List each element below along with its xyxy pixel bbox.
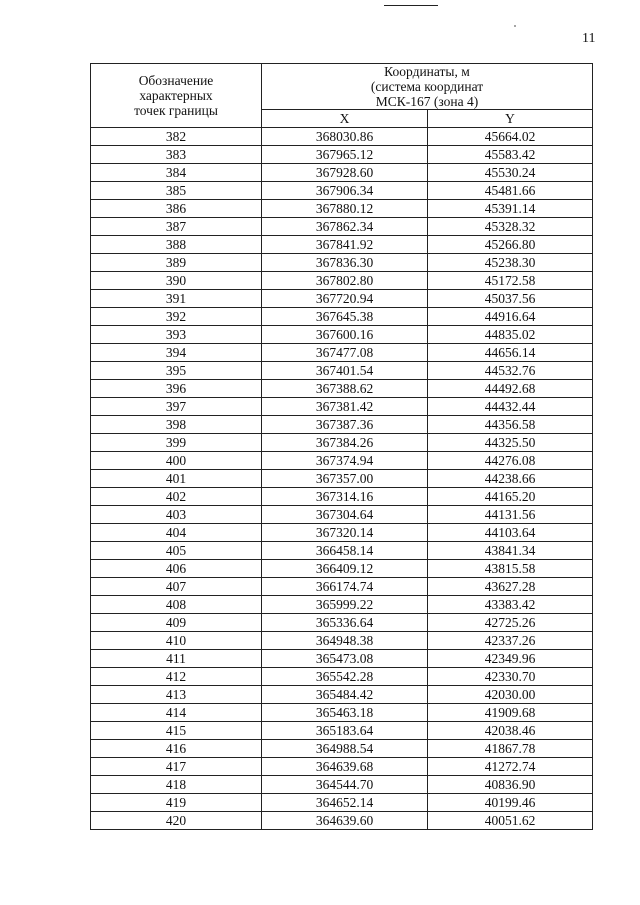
table-row xyxy=(91,434,593,452)
x-value-cell: 365999.22 xyxy=(262,596,428,614)
table-row xyxy=(91,578,593,596)
table-row xyxy=(91,704,593,722)
x-value-cell: 367862.34 xyxy=(262,218,428,236)
table-row xyxy=(91,488,593,506)
y-value-cell: 44276.08 xyxy=(428,452,593,470)
table-row xyxy=(91,722,593,740)
table-row xyxy=(91,650,593,668)
x-value-cell: 366174.74 xyxy=(262,578,428,596)
point-id-cell: 418 xyxy=(91,776,262,794)
y-value-cell: 44356.58 xyxy=(428,416,593,434)
point-id-cell: 383 xyxy=(91,146,262,164)
x-value-cell: 365473.08 xyxy=(262,650,428,668)
table-row xyxy=(91,182,593,200)
point-id-cell: 416 xyxy=(91,740,262,758)
point-id-cell: 414 xyxy=(91,704,262,722)
x-value-cell: 367357.00 xyxy=(262,470,428,488)
y-value-cell: 44656.14 xyxy=(428,344,593,362)
y-value-cell: 44165.20 xyxy=(428,488,593,506)
y-value-cell: 43815.58 xyxy=(428,560,593,578)
x-value-cell: 367374.94 xyxy=(262,452,428,470)
x-value-cell: 364948.38 xyxy=(262,632,428,650)
x-value-cell: 365484.42 xyxy=(262,686,428,704)
table-row xyxy=(91,614,593,632)
point-id-cell: 409 xyxy=(91,614,262,632)
point-id-cell: 382 xyxy=(91,128,262,146)
y-value-cell: 44432.44 xyxy=(428,398,593,416)
point-id-cell: 399 xyxy=(91,434,262,452)
table-row xyxy=(91,542,593,560)
point-id-cell: 395 xyxy=(91,362,262,380)
point-id-cell: 394 xyxy=(91,344,262,362)
point-label-header-line: точек границы xyxy=(134,103,218,118)
y-value-cell: 45391.14 xyxy=(428,200,593,218)
x-value-cell: 367645.38 xyxy=(262,308,428,326)
y-value-cell: 42330.70 xyxy=(428,668,593,686)
x-value-cell: 367836.30 xyxy=(262,254,428,272)
point-id-cell: 405 xyxy=(91,542,262,560)
x-value-cell: 368030.86 xyxy=(262,128,428,146)
x-value-cell: 364988.54 xyxy=(262,740,428,758)
table-row xyxy=(91,560,593,578)
table-row xyxy=(91,272,593,290)
x-value-cell: 367802.80 xyxy=(262,272,428,290)
coordinates-table xyxy=(90,63,593,830)
table-row xyxy=(91,164,593,182)
point-id-cell: 397 xyxy=(91,398,262,416)
table-row xyxy=(91,812,593,830)
table-row xyxy=(91,380,593,398)
x-value-cell: 367384.26 xyxy=(262,434,428,452)
y-value-cell: 45037.56 xyxy=(428,290,593,308)
x-value-cell: 367304.64 xyxy=(262,506,428,524)
x-value-cell: 367965.12 xyxy=(262,146,428,164)
point-label-header-line: характерных xyxy=(139,88,213,103)
x-value-cell: 367841.92 xyxy=(262,236,428,254)
point-id-cell: 398 xyxy=(91,416,262,434)
point-label-header-line: Обозначение xyxy=(138,73,214,88)
coordinates-header-line: (система координат xyxy=(370,79,484,94)
x-value-cell: 367906.34 xyxy=(262,182,428,200)
header-row-top xyxy=(91,64,593,110)
point-id-cell: 402 xyxy=(91,488,262,506)
table-row xyxy=(91,254,593,272)
y-value-cell: 42337.26 xyxy=(428,632,593,650)
y-value-cell: 44238.66 xyxy=(428,470,593,488)
x-value-cell: 367477.08 xyxy=(262,344,428,362)
point-id-cell: 411 xyxy=(91,650,262,668)
y-value-cell: 43383.42 xyxy=(428,596,593,614)
y-value-cell: 45172.58 xyxy=(428,272,593,290)
y-value-cell: 41272.74 xyxy=(428,758,593,776)
y-value-cell: 43627.28 xyxy=(428,578,593,596)
table-row xyxy=(91,398,593,416)
y-value-cell: 42030.00 xyxy=(428,686,593,704)
table-row xyxy=(91,218,593,236)
y-column-header: Y xyxy=(428,110,593,128)
point-id-cell: 393 xyxy=(91,326,262,344)
y-value-cell: 42038.46 xyxy=(428,722,593,740)
point-id-cell: 419 xyxy=(91,794,262,812)
point-id-cell: 390 xyxy=(91,272,262,290)
x-value-cell: 367381.42 xyxy=(262,398,428,416)
point-id-cell: 413 xyxy=(91,686,262,704)
y-value-cell: 44325.50 xyxy=(428,434,593,452)
x-value-cell: 365542.28 xyxy=(262,668,428,686)
y-value-cell: 45664.02 xyxy=(428,128,593,146)
point-id-cell: 386 xyxy=(91,200,262,218)
x-value-cell: 364652.14 xyxy=(262,794,428,812)
table-row xyxy=(91,416,593,434)
page-number: 11 xyxy=(582,31,596,46)
point-id-cell: 420 xyxy=(91,812,262,830)
table-row xyxy=(91,452,593,470)
y-value-cell: 45583.42 xyxy=(428,146,593,164)
scan-speck xyxy=(514,25,516,27)
x-value-cell: 367388.62 xyxy=(262,380,428,398)
y-value-cell: 41909.68 xyxy=(428,704,593,722)
point-id-cell: 410 xyxy=(91,632,262,650)
table-row xyxy=(91,794,593,812)
table-row xyxy=(91,344,593,362)
top-rule xyxy=(384,5,438,6)
x-value-cell: 364639.60 xyxy=(262,812,428,830)
y-value-cell: 40836.90 xyxy=(428,776,593,794)
x-value-cell: 367387.36 xyxy=(262,416,428,434)
x-value-cell: 364639.68 xyxy=(262,758,428,776)
table-row xyxy=(91,596,593,614)
table-row xyxy=(91,506,593,524)
point-id-cell: 406 xyxy=(91,560,262,578)
y-value-cell: 45266.80 xyxy=(428,236,593,254)
table-row xyxy=(91,326,593,344)
x-value-cell: 367928.60 xyxy=(262,164,428,182)
y-value-cell: 42725.26 xyxy=(428,614,593,632)
table-row xyxy=(91,524,593,542)
point-id-cell: 403 xyxy=(91,506,262,524)
x-value-cell: 364544.70 xyxy=(262,776,428,794)
coordinates-header-line: МСК-167 (зона 4) xyxy=(375,94,479,109)
y-value-cell: 41867.78 xyxy=(428,740,593,758)
point-id-cell: 385 xyxy=(91,182,262,200)
y-value-cell: 45238.30 xyxy=(428,254,593,272)
y-value-cell: 40199.46 xyxy=(428,794,593,812)
table-row xyxy=(91,290,593,308)
y-value-cell: 43841.34 xyxy=(428,542,593,560)
y-value-cell: 44916.64 xyxy=(428,308,593,326)
table-row xyxy=(91,128,593,146)
point-id-cell: 389 xyxy=(91,254,262,272)
x-value-cell: 367314.16 xyxy=(262,488,428,506)
table-header xyxy=(91,64,593,128)
point-id-cell: 408 xyxy=(91,596,262,614)
y-value-cell: 45481.66 xyxy=(428,182,593,200)
table-row xyxy=(91,470,593,488)
x-value-cell: 366409.12 xyxy=(262,560,428,578)
y-value-cell: 44492.68 xyxy=(428,380,593,398)
x-value-cell: 365183.64 xyxy=(262,722,428,740)
table-row xyxy=(91,200,593,218)
y-value-cell: 44835.02 xyxy=(428,326,593,344)
point-id-cell: 384 xyxy=(91,164,262,182)
x-value-cell: 365336.64 xyxy=(262,614,428,632)
point-id-cell: 392 xyxy=(91,308,262,326)
table-row xyxy=(91,668,593,686)
x-column-header: X xyxy=(262,110,428,128)
x-value-cell: 367720.94 xyxy=(262,290,428,308)
point-id-cell: 417 xyxy=(91,758,262,776)
point-id-cell: 400 xyxy=(91,452,262,470)
table-row xyxy=(91,776,593,794)
point-id-cell: 391 xyxy=(91,290,262,308)
table-row xyxy=(91,362,593,380)
point-id-cell: 404 xyxy=(91,524,262,542)
y-value-cell: 45530.24 xyxy=(428,164,593,182)
table-row xyxy=(91,146,593,164)
x-value-cell: 367320.14 xyxy=(262,524,428,542)
x-value-cell: 366458.14 xyxy=(262,542,428,560)
table-row xyxy=(91,236,593,254)
x-value-cell: 367880.12 xyxy=(262,200,428,218)
point-id-cell: 407 xyxy=(91,578,262,596)
point-id-cell: 412 xyxy=(91,668,262,686)
coordinates-header xyxy=(262,64,593,110)
y-value-cell: 44532.76 xyxy=(428,362,593,380)
point-id-cell: 396 xyxy=(91,380,262,398)
table-row xyxy=(91,308,593,326)
y-value-cell: 45328.32 xyxy=(428,218,593,236)
table-row xyxy=(91,686,593,704)
x-value-cell: 367600.16 xyxy=(262,326,428,344)
table-row xyxy=(91,632,593,650)
table-row xyxy=(91,758,593,776)
x-value-cell: 365463.18 xyxy=(262,704,428,722)
y-value-cell: 42349.96 xyxy=(428,650,593,668)
point-id-cell: 388 xyxy=(91,236,262,254)
table-row xyxy=(91,740,593,758)
y-value-cell: 40051.62 xyxy=(428,812,593,830)
point-label-header xyxy=(91,64,262,128)
point-id-cell: 401 xyxy=(91,470,262,488)
table-body xyxy=(91,128,593,830)
x-value-cell: 367401.54 xyxy=(262,362,428,380)
coordinates-header-line: Координаты, м xyxy=(384,64,470,79)
point-id-cell: 415 xyxy=(91,722,262,740)
point-id-cell: 387 xyxy=(91,218,262,236)
y-value-cell: 44103.64 xyxy=(428,524,593,542)
y-value-cell: 44131.56 xyxy=(428,506,593,524)
